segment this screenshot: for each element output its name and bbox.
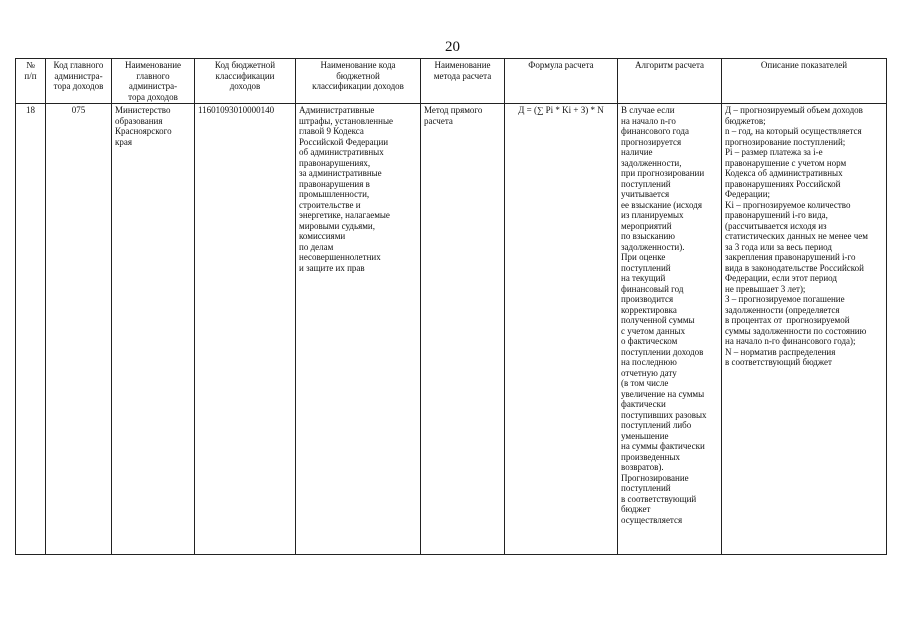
header-formula: Формула расчета: [505, 59, 618, 104]
header-num: № п/п: [16, 59, 46, 104]
header-admin-name: Наименование главного администра- тора доходов: [112, 59, 195, 104]
cell-description: Д – прогнозируемый объем доходов бюджетов; n – год, на который осуществляется прогнозирование поступлений; Pi – размер платежа за i-е правонарушение с учетом норм Кодекса об административных правонарушениях Российской Федерации; Ki – прогнозируемое количество правонарушений i-го вида, (рассчитывается исходя из статистических данных не менее чем за 3 года или за весь период закрепления правонарушений i-го вида в законодательстве Российской Федерации, если этот период не превышает 3 лет); З – прогнозируемое погашение задолженности (определяется в процентах от прогнозируемой суммы задолженности по состоянию на начало n-го финансового года); N – норматив распределения в соответствующий бюджет: [722, 104, 887, 555]
header-admin-code: Код главного администра- тора доходов: [46, 59, 112, 104]
page-number: 20: [445, 39, 460, 55]
cell-admin-name: Министерство образования Красноярского края: [112, 104, 195, 555]
revenue-forecast-table: [15, 58, 887, 555]
cell-num: 18: [16, 104, 46, 555]
header-kbk-code: Код бюджетной классификации доходов: [195, 59, 296, 104]
cell-kbk-name: Административные штрафы, установленные главой 9 Кодекса Российской Федерации об административных правонарушениях, за административные правонарушения в промышленности, строительстве и энергетике, налагаемые мировыми судьями, комиссиями по делам несовершеннолетних и защите их прав: [296, 104, 421, 555]
header-kbk-name: Наименование кода бюджетной классификации доходов: [296, 59, 421, 104]
header-method: Наименование метода расчета: [421, 59, 505, 104]
cell-kbk-code: 11601093010000140: [195, 104, 296, 555]
table-row: [16, 104, 887, 555]
cell-algorithm: В случае если на начало n-го финансового года прогнозируется наличие задолженности, при прогнозировании поступлений учитывается ее взыскание (исходя из планируемых мероприятий по взысканию задолженности). При оценке поступлений на текущий финансовый год производится корректировка полученной суммы с учетом данных о фактическом поступлении доходов на последнюю отчетную дату (в том числе увеличение на суммы фактически поступивших разовых поступлений либо уменьшение на суммы фактически произведенных возвратов). Прогнозирование поступлений в соответствующий бюджет осуществляется: [618, 104, 722, 555]
cell-formula: Д = (∑ Pi * Ki + З) * N: [505, 104, 618, 555]
cell-method: Метод прямого расчета: [421, 104, 505, 555]
header-description: Описание показателей: [722, 59, 887, 104]
header-algorithm: Алгоритм расчета: [618, 59, 722, 104]
table-header-row: [16, 59, 887, 104]
cell-admin-code: 075: [46, 104, 112, 555]
